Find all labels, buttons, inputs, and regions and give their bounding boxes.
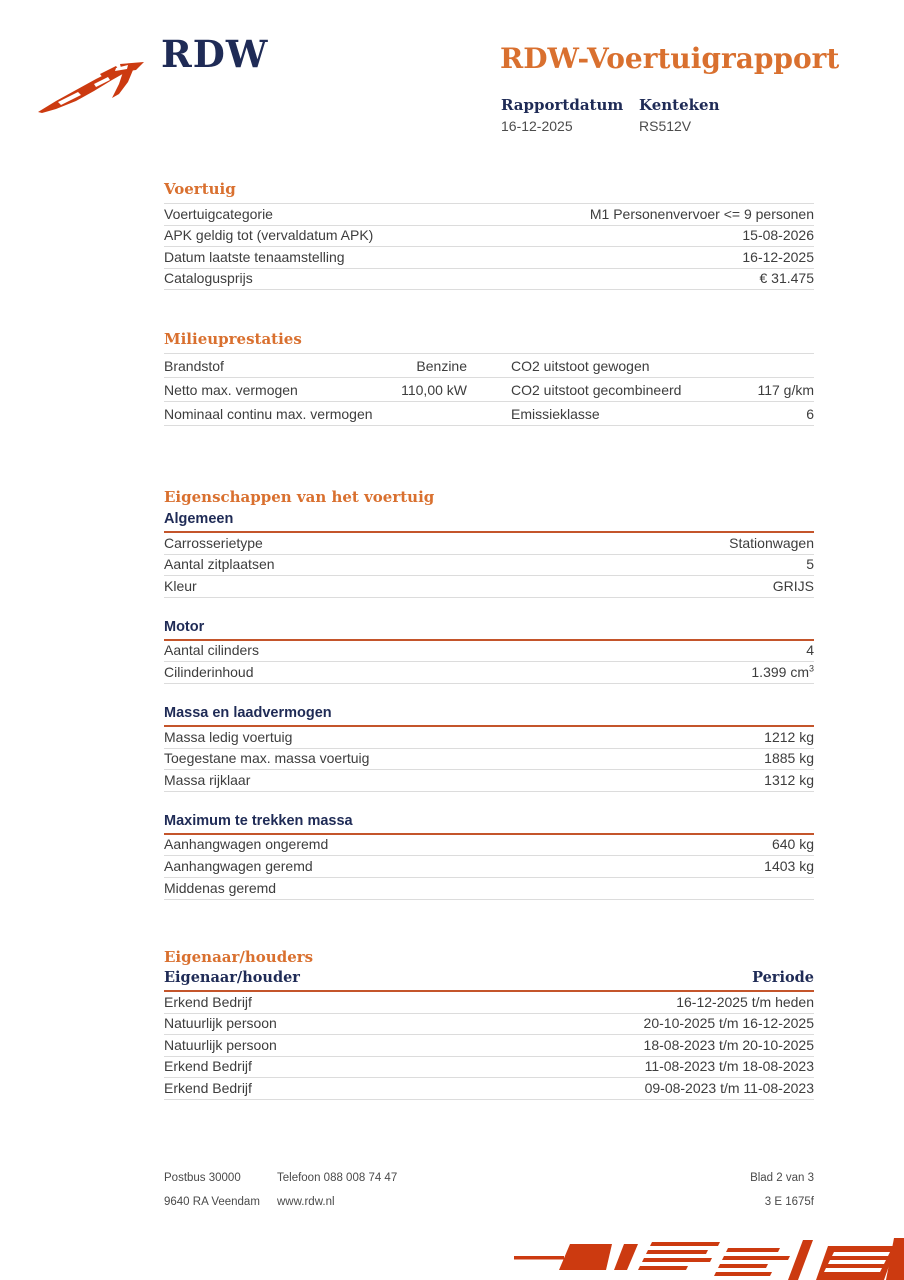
- row-label: Erkend Bedrijf: [164, 993, 252, 1010]
- row-label: Cilinderinhoud: [164, 663, 254, 680]
- row-value: 1312 kg: [764, 771, 814, 788]
- row-value: 110,00 kW: [401, 382, 467, 398]
- row-label: Toegestane max. massa voertuig: [164, 750, 370, 767]
- row-label: Aantal zitplaatsen: [164, 556, 275, 573]
- report-date-label: Rapportdatum: [501, 96, 624, 114]
- row-label: Catalogusprijs: [164, 270, 253, 287]
- row-value: 1.399 $cm^3$: [751, 663, 814, 680]
- row-label: Natuurlijk persoon: [164, 1036, 277, 1053]
- superscript: 3: [808, 663, 814, 674]
- footer-page-number: Blad 2 van 3: [750, 1172, 814, 1184]
- table-row: [164, 727, 814, 749]
- table-row: [164, 662, 814, 684]
- subsection-heading: Massa en laadvermogen: [164, 705, 814, 727]
- row-value: 1212 kg: [764, 728, 814, 745]
- row-label: Aanhangwagen ongeremd: [164, 836, 329, 853]
- table-row: [164, 533, 814, 555]
- row-right-pair: [511, 406, 814, 422]
- license-plate-label: Kenteken: [639, 96, 720, 114]
- table-row: [164, 641, 814, 663]
- row-left-pair: [164, 382, 467, 398]
- rows-group: [164, 203, 814, 290]
- subsection-massa: [164, 705, 814, 792]
- footer-doc-code: 3 E 1675f: [764, 1196, 814, 1208]
- table-row: [164, 354, 814, 378]
- row-label: Erkend Bedrijf: [164, 1079, 252, 1096]
- row-value: 16-12-2025: [742, 248, 814, 265]
- row-label: Nominaal continu max. vermogen: [164, 406, 373, 422]
- subsection-motor: [164, 619, 814, 684]
- table-row: [164, 378, 814, 402]
- table-row: [164, 992, 814, 1014]
- table-row: [164, 269, 814, 291]
- row-label: Emissieklasse: [511, 406, 600, 422]
- row-value: 09-08-2023 t/m 11-08-2023: [644, 1079, 814, 1096]
- section-heading: Voertuig: [164, 180, 236, 198]
- row-label: Brandstof: [164, 358, 224, 374]
- table-row: [164, 402, 814, 426]
- footer-address-line1: Postbus 30000: [164, 1172, 241, 1184]
- row-value: Benzine: [416, 358, 467, 374]
- table-row: [164, 576, 814, 598]
- subsection-algemeen: [164, 511, 814, 598]
- row-value: 1403 kg: [764, 857, 814, 874]
- subsection-heading: Motor: [164, 619, 814, 641]
- row-label: Middenas geremd: [164, 879, 277, 896]
- table-row: [164, 1078, 814, 1100]
- row-value: 5: [806, 556, 814, 573]
- row-value: € 31.475: [759, 270, 814, 287]
- row-label: Massa rijklaar: [164, 771, 251, 788]
- table-row: [164, 856, 814, 878]
- subsection-trekken: [164, 813, 814, 900]
- row-right-pair: [511, 358, 814, 374]
- section-voertuig: [164, 180, 814, 290]
- table-row: [164, 247, 814, 269]
- table-row: [164, 226, 814, 248]
- footer-website: www.rdw.nl: [277, 1196, 335, 1208]
- table-row: [164, 204, 814, 226]
- row-value: 1885 kg: [764, 750, 814, 767]
- row-value: 20-10-2025 t/m 16-12-2025: [643, 1015, 814, 1032]
- subsection-heading: Algemeen: [164, 511, 814, 533]
- row-value: 4: [806, 642, 814, 659]
- table-row: [164, 835, 814, 857]
- row-label: Natuurlijk persoon: [164, 1015, 277, 1032]
- row-value: 16-12-2025 t/m heden: [676, 993, 814, 1010]
- row-value: M1 Personenvervoer <= 9 personen: [589, 205, 814, 222]
- row-value: 15-08-2026: [742, 227, 814, 244]
- section-heading: Milieuprestaties: [164, 330, 302, 348]
- row-value: 18-08-2023 t/m 20-10-2025: [643, 1036, 814, 1053]
- row-label: Kleur: [164, 577, 197, 594]
- row-value: 117 g/km: [757, 382, 814, 398]
- row-label: Datum laatste tenaamstelling: [164, 248, 345, 265]
- row-label: Erkend Bedrijf: [164, 1058, 252, 1075]
- rdw-logo-icon: [36, 50, 148, 120]
- rdw-logo-text: RDW: [161, 32, 269, 76]
- row-value: 11-08-2023 t/m 18-08-2023: [644, 1058, 814, 1075]
- table-row: [164, 878, 814, 900]
- column-header-period: Periode: [752, 969, 814, 986]
- table-row: [164, 555, 814, 577]
- table-row: [164, 749, 814, 771]
- section-milieuprestaties: [164, 330, 814, 426]
- row-value: Stationwagen: [729, 534, 814, 551]
- row-label: APK geldig tot (vervaldatum APK): [164, 227, 374, 244]
- rows-group: [164, 353, 814, 426]
- row-left-pair: [164, 406, 467, 422]
- report-date-value: 16-12-2025: [501, 118, 573, 134]
- row-label: Massa ledig voertuig: [164, 728, 293, 745]
- table-row: [164, 1035, 814, 1057]
- row-label: CO2 uitstoot gecombineerd: [511, 382, 682, 398]
- row-left-pair: [164, 358, 467, 374]
- row-label: CO2 uitstoot gewogen: [511, 358, 650, 374]
- subsection-heading: Maximum te trekken massa: [164, 813, 814, 835]
- row-label: Aantal cilinders: [164, 642, 259, 659]
- row-label: Aanhangwagen geremd: [164, 857, 313, 874]
- section-eigenschappen: [164, 488, 814, 900]
- footer-phone: Telefoon 088 008 74 47: [277, 1172, 398, 1184]
- row-label: Voertuigcategorie: [164, 205, 273, 222]
- section-eigenaar-houders: [164, 948, 814, 1100]
- section-heading: Eigenschappen van het voertuig: [164, 488, 435, 506]
- license-plate-value: RS512V: [639, 118, 692, 134]
- row-label: Netto max. vermogen: [164, 382, 298, 398]
- table-row: [164, 1014, 814, 1036]
- row-value: 640 kg: [771, 836, 814, 853]
- row-value: GRIJS: [772, 577, 814, 594]
- column-header-owner: Eigenaar/houder: [164, 969, 300, 986]
- footer-address-line2: 9640 RA Veendam: [164, 1196, 260, 1208]
- page-title: RDW-Voertuigrapport: [500, 42, 840, 75]
- table-row: [164, 770, 814, 792]
- row-label: Carrosserietype: [164, 534, 263, 551]
- row-right-pair: [511, 382, 814, 398]
- row-value: 6: [806, 406, 814, 422]
- table-row: [164, 1057, 814, 1079]
- rdw-speedlines-graphic: [512, 1236, 904, 1280]
- table-header-row: [164, 969, 814, 992]
- section-heading: Eigenaar/houders: [164, 948, 314, 966]
